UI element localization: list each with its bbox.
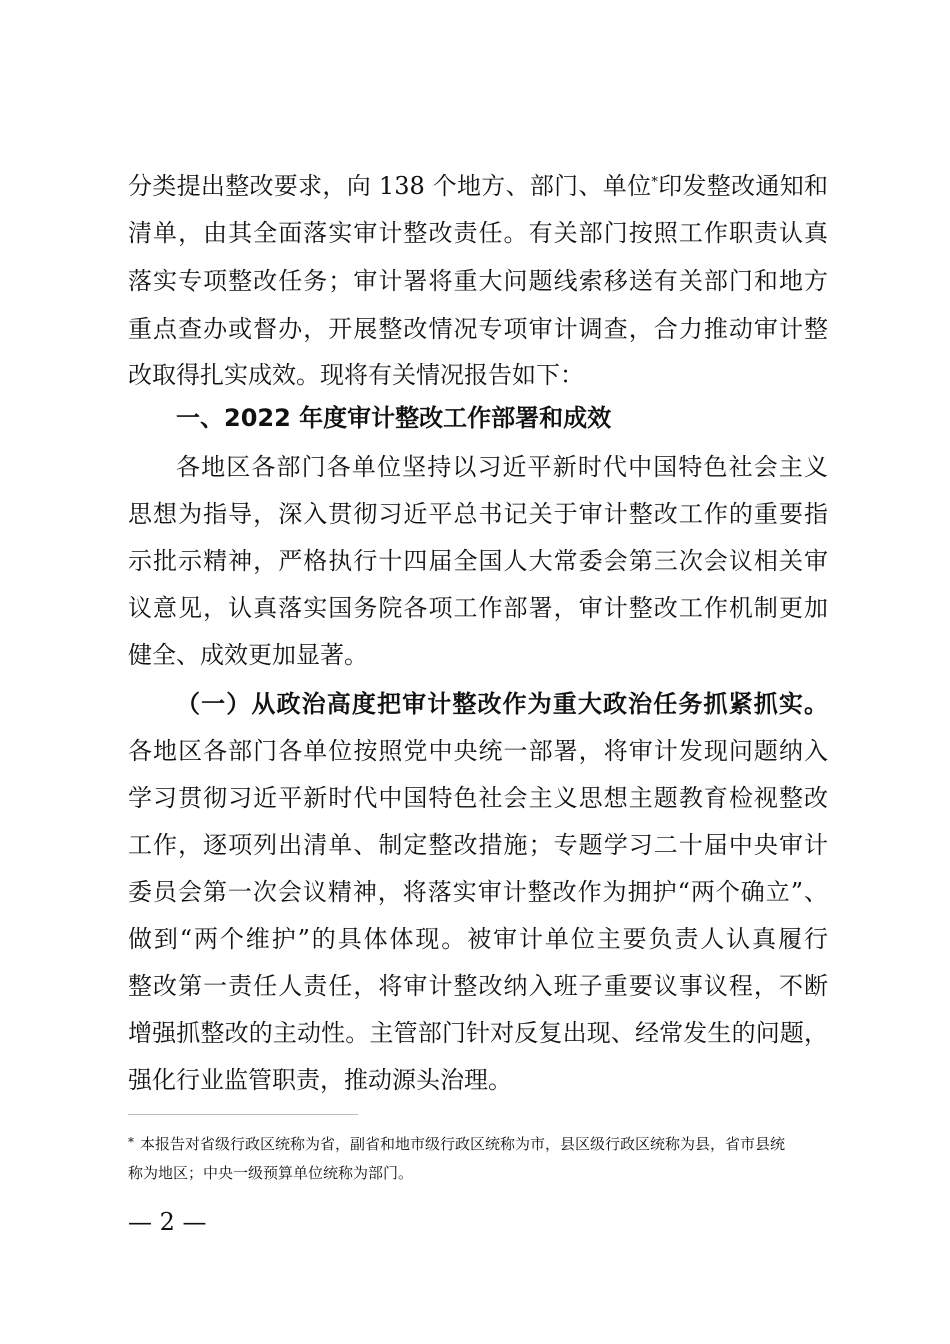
para2-line-6: 整改第一责任人责任，将审计整改纳入班子重要议事议程，不断 <box>128 972 828 1000</box>
page-number: — 2 — <box>128 1208 207 1236</box>
para1-line-2: 思想为指导，深入贯彻习近平总书记关于审计整改工作的重要指 <box>128 500 828 528</box>
intro-line-3: 落实专项整改任务；审计署将重大问题线索移送有关部门和地方 <box>128 267 828 295</box>
para2-line-5: 做到“两个维护”的具体体现。被审计单位主要负责人认真履行 <box>128 925 828 953</box>
para2-line-8: 强化行业监管职责，推动源头治理。 <box>128 1066 512 1094</box>
section-heading: 一、2022 年度审计整改工作部署和成效 <box>176 404 612 432</box>
para1-line-4: 议意见，认真落实国务院各项工作部署，审计整改工作机制更加 <box>128 594 828 622</box>
footnote-ref[interactable]: * <box>651 175 658 190</box>
para2-line-1: 各地区各部门各单位按照党中央统一部署，将审计发现问题纳入 <box>128 737 828 765</box>
footnote-divider <box>128 1114 358 1115</box>
para1-line-1: 各地区各部门各单位坚持以习近平新时代中国特色社会主义 <box>176 453 828 481</box>
para2-line-4: 委员会第一次会议精神，将落实审计整改作为拥护“两个确立”、 <box>128 878 828 906</box>
intro-line-4: 重点查办或督办，开展整改情况专项审计调查，合力推动审计整 <box>128 315 828 343</box>
para1-line-3: 示批示精神，严格执行十四届全国人大常委会第三次会议相关审 <box>128 547 828 575</box>
footnote-line-1: * 本报告对省级行政区统称为省，副省和地市级行政区统称为市，县区级行政区统称为县，省市县统 <box>128 1135 786 1153</box>
intro-line-1: 分类提出整改要求，向 138 个地方、部门、单位*印发整改通知和 <box>128 172 828 200</box>
para2-line-3: 工作，逐项列出清单、制定整改措施；专题学习二十届中央审计 <box>128 831 828 859</box>
para2-line-2: 学习贯彻习近平新时代中国特色社会主义思想主题教育检视整改 <box>128 784 828 812</box>
footnote-line-2: 称为地区；中央一级预算单位统称为部门。 <box>128 1164 414 1182</box>
footnote-mark: * <box>128 1135 134 1149</box>
intro-line-5: 改取得扎实成效。现将有关情况报告如下： <box>128 361 584 389</box>
para1-line-5: 健全、成效更加显著。 <box>128 641 368 669</box>
para2-line-7: 增强抓整改的主动性。主管部门针对反复出现、经常发生的问题， <box>128 1019 828 1047</box>
intro-line-2: 清单，由其全面落实审计整改责任。有关部门按照工作职责认真 <box>128 219 828 247</box>
subsection-heading: （一）从政治高度把审计整改作为重大政治任务抓紧抓实。 <box>176 689 828 718</box>
